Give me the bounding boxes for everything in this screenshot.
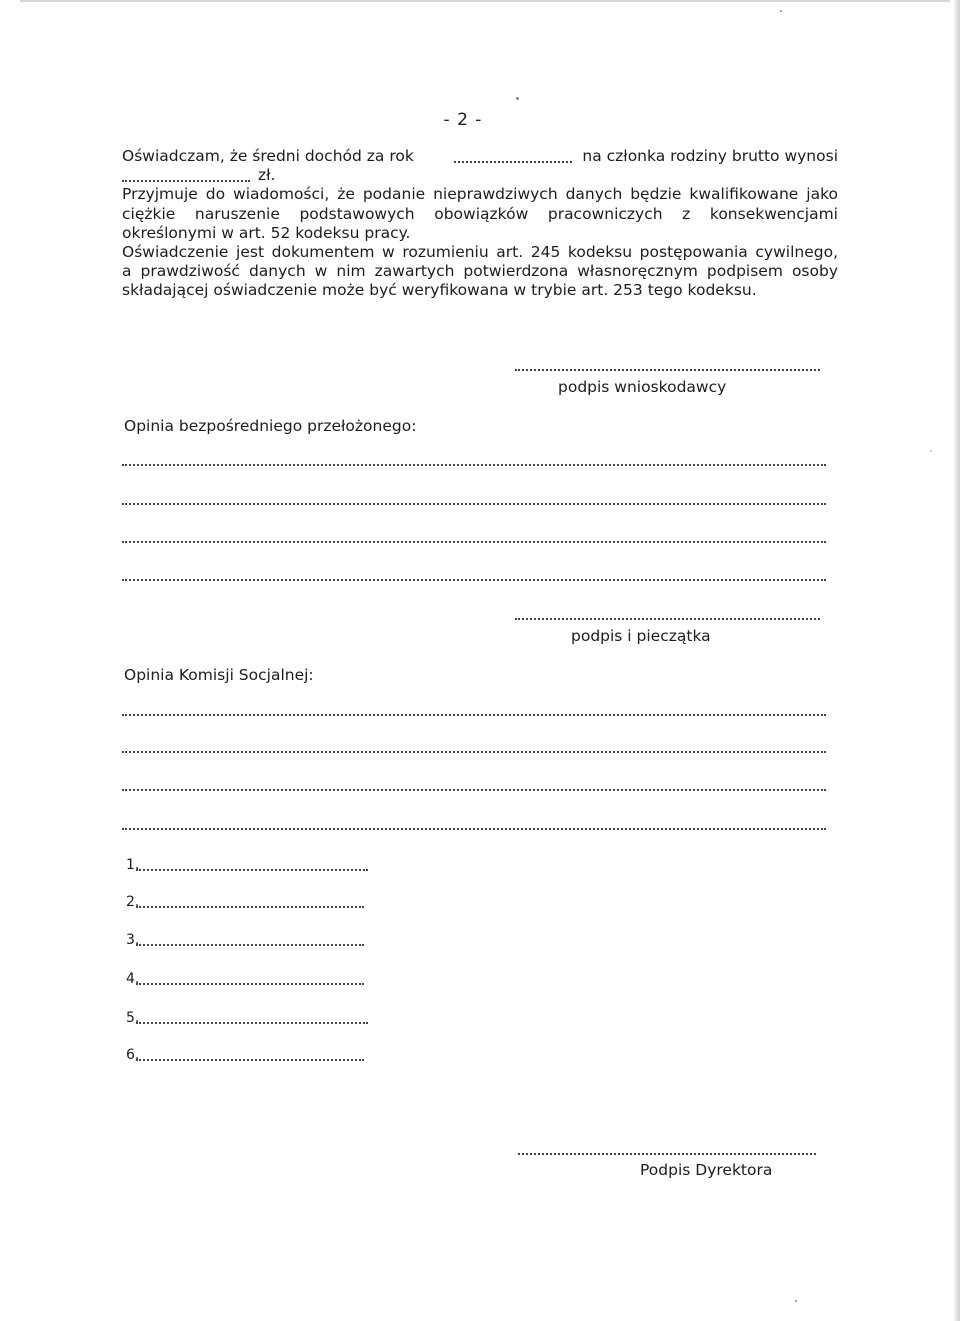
director-signature-line[interactable] bbox=[518, 1153, 816, 1155]
committee-opinion-line-2[interactable] bbox=[122, 751, 826, 753]
member-number-3: 3. bbox=[126, 932, 140, 948]
income-line-1-start: Oświadczam, że średni dochód za rok bbox=[122, 147, 414, 165]
supervisor-signature-label: podpis i pieczątka bbox=[571, 627, 711, 645]
committee-opinion-line-1[interactable] bbox=[122, 714, 826, 716]
ack-line-3: określonymi w art. 52 kodeksu pracy. bbox=[122, 223, 411, 242]
scan-speck bbox=[516, 97, 519, 100]
director-signature-label: Podpis Dyrektora bbox=[640, 1161, 773, 1179]
ack-line-2: ciężkie naruszenie podstawowych obowiązków pracowniczych z konsekwencjami bbox=[122, 204, 838, 223]
income-currency: zł. bbox=[258, 166, 276, 185]
committee-opinion-line-3[interactable] bbox=[122, 789, 826, 791]
member-number-2: 2. bbox=[126, 894, 140, 910]
supervisor-opinion-heading: Opinia bezpośredniego przełożonego: bbox=[124, 417, 417, 435]
supervisor-opinion-line-1[interactable] bbox=[122, 464, 826, 466]
supervisor-opinion-line-4[interactable] bbox=[122, 579, 826, 581]
declaration-block bbox=[122, 147, 838, 301]
doc-line-2: a prawdziwość danych w nim zawartych potwierdzona własnoręcznym podpisem osoby bbox=[122, 262, 838, 281]
scan-edge-right bbox=[954, 0, 960, 1321]
applicant-signature-line[interactable] bbox=[515, 369, 820, 371]
supervisor-opinion-line-2[interactable] bbox=[122, 503, 826, 505]
income-line-2 bbox=[122, 166, 838, 185]
member-signature-line-4[interactable] bbox=[136, 983, 364, 985]
scan-speck bbox=[780, 10, 782, 12]
committee-opinion-line-4[interactable] bbox=[122, 828, 826, 830]
member-number-5: 5. bbox=[126, 1010, 140, 1026]
income-amount-field[interactable] bbox=[122, 180, 250, 182]
doc-line-3: składającej oświadczenie może być weryfikowana w trybie art. 253 tego kodeksu. bbox=[122, 281, 757, 300]
member-number-4: 4. bbox=[126, 971, 140, 987]
doc-line-1: Oświadczenie jest dokumentem w rozumieniu art. 245 kodeksu postępowania cywilnego, bbox=[122, 242, 838, 261]
member-number-6: 6. bbox=[126, 1047, 140, 1063]
income-year-field[interactable] bbox=[454, 161, 572, 163]
supervisor-signature-line[interactable] bbox=[515, 618, 820, 620]
scan-speck bbox=[930, 450, 932, 452]
page-number: - 2 - bbox=[443, 110, 483, 130]
applicant-signature-label: podpis wnioskodawcy bbox=[558, 378, 727, 396]
member-signature-line-3[interactable] bbox=[136, 944, 364, 946]
income-line-1 bbox=[122, 147, 838, 166]
scan-speck bbox=[795, 1300, 797, 1302]
member-signature-line-2[interactable] bbox=[136, 906, 364, 908]
member-number-1: 1. bbox=[126, 857, 140, 873]
committee-opinion-heading: Opinia Komisji Socjalnej: bbox=[124, 666, 314, 684]
member-signature-line-6[interactable] bbox=[136, 1059, 364, 1061]
member-signature-line-5[interactable] bbox=[136, 1022, 368, 1024]
supervisor-opinion-line-3[interactable] bbox=[122, 541, 826, 543]
ack-line-1: Przyjmuje do wiadomości, że podanie nieprawdziwych danych będzie kwalifikowane jako bbox=[122, 185, 838, 204]
income-line-1-end: na członka rodziny brutto wynosi bbox=[582, 147, 838, 165]
member-signature-line-1[interactable] bbox=[136, 869, 368, 871]
scan-edge-top bbox=[20, 0, 950, 2]
